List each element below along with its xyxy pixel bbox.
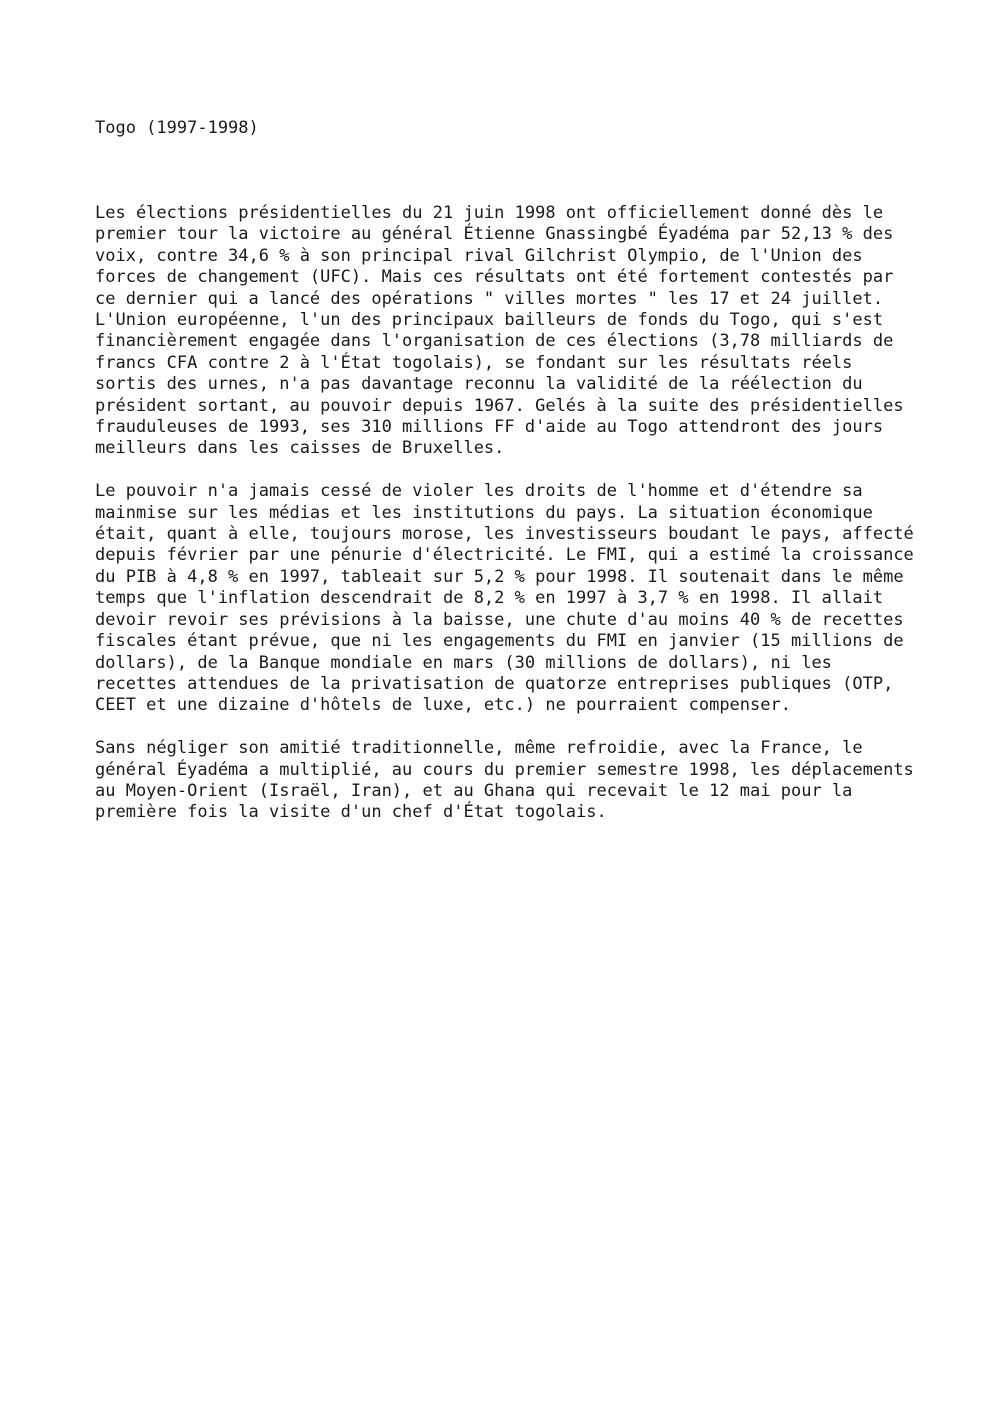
document-title: Togo (1997-1998): [95, 118, 259, 138]
text-line: CEET et une dizaine d'hôtels de luxe, etc.) ne pourraient compenser.: [95, 695, 791, 716]
text-line: Les élections présidentielles du 21 juin 1998 ont officiellement donné dès le: [95, 203, 884, 223]
text-line: fiscales étant prévue, que ni les engagements du FMI en janvier (15 millions de: [95, 631, 904, 652]
paragraph: [95, 481, 915, 716]
text-line: Le pouvoir n'a jamais cessé de violer les droits de l'homme et d'étendre sa: [95, 481, 863, 502]
text-line: du PIB à 4,8 % en 1997, tableait sur 5,2 % pour 1998. Il soutenait dans le même: [95, 566, 904, 587]
text-line: premier tour la victoire au général Étienne Gnassingbé Éyadéma par 52,13 % des: [95, 224, 894, 245]
text-line: devoir revoir ses prévisions à la baisse, une chute d'au moins 40 % de recettes: [95, 609, 904, 630]
text-line: financièrement engagée dans l'organisation de ces élections (3,78 milliards de: [95, 331, 894, 352]
document-body: [95, 203, 915, 845]
text-line: recettes attendues de la privatisation de quatorze entreprises publiques (OTP,: [95, 673, 894, 694]
text-line: L'Union européenne, l'un des principaux bailleurs de fonds du Togo, qui s'est: [95, 310, 884, 331]
text-line: ce dernier qui a lancé des opérations " villes mortes " les 17 et 24 juillet.: [95, 288, 884, 309]
text-line: mainmise sur les médias et les institutions du pays. La situation économique: [95, 502, 873, 523]
text-line: président sortant, au pouvoir depuis 1967. Gelés à la suite des présidentielles: [95, 395, 904, 416]
text-line: Sans négliger son amitié traditionnelle, même refroidie, avec la France, le: [95, 738, 863, 759]
text-line: meilleurs dans les caisses de Bruxelles.: [95, 438, 505, 459]
text-line: depuis février par une pénurie d'électricité. Le FMI, qui a estimé la croissance: [95, 545, 914, 566]
text-line: au Moyen-Orient (Israël, Iran), et au Ghana qui recevait le 12 mai pour la: [95, 780, 853, 801]
text-line: général Éyadéma a multiplié, au cours du premier semestre 1998, les déplacements: [95, 759, 914, 780]
text-line: temps que l'inflation descendrait de 8,2 % en 1997 à 3,7 % en 1998. Il allait: [95, 588, 884, 609]
text-line: francs CFA contre 2 à l'État togolais), se fondant sur les résultats réels: [95, 352, 853, 373]
text-line: voix, contre 34,6 % à son principal rival Gilchrist Olympio, de l'Union des: [95, 245, 863, 266]
text-line: sortis des urnes, n'a pas davantage reconnu la validité de la réélection du: [95, 374, 863, 395]
paragraph: [95, 738, 915, 824]
paragraph: [95, 203, 915, 460]
text-line: forces de changement (UFC). Mais ces résultats ont été fortement contestés par: [95, 267, 894, 288]
text-line: frauduleuses de 1993, ses 310 millions FF d'aide au Togo attendront des jours: [95, 417, 884, 438]
text-line: première fois la visite d'un chef d'État togolais.: [95, 802, 607, 823]
text-line: était, quant à elle, toujours morose, les investisseurs boudant le pays, affecté: [95, 524, 914, 545]
text-line: dollars), de la Banque mondiale en mars (30 millions de dollars), ni les: [95, 652, 832, 673]
